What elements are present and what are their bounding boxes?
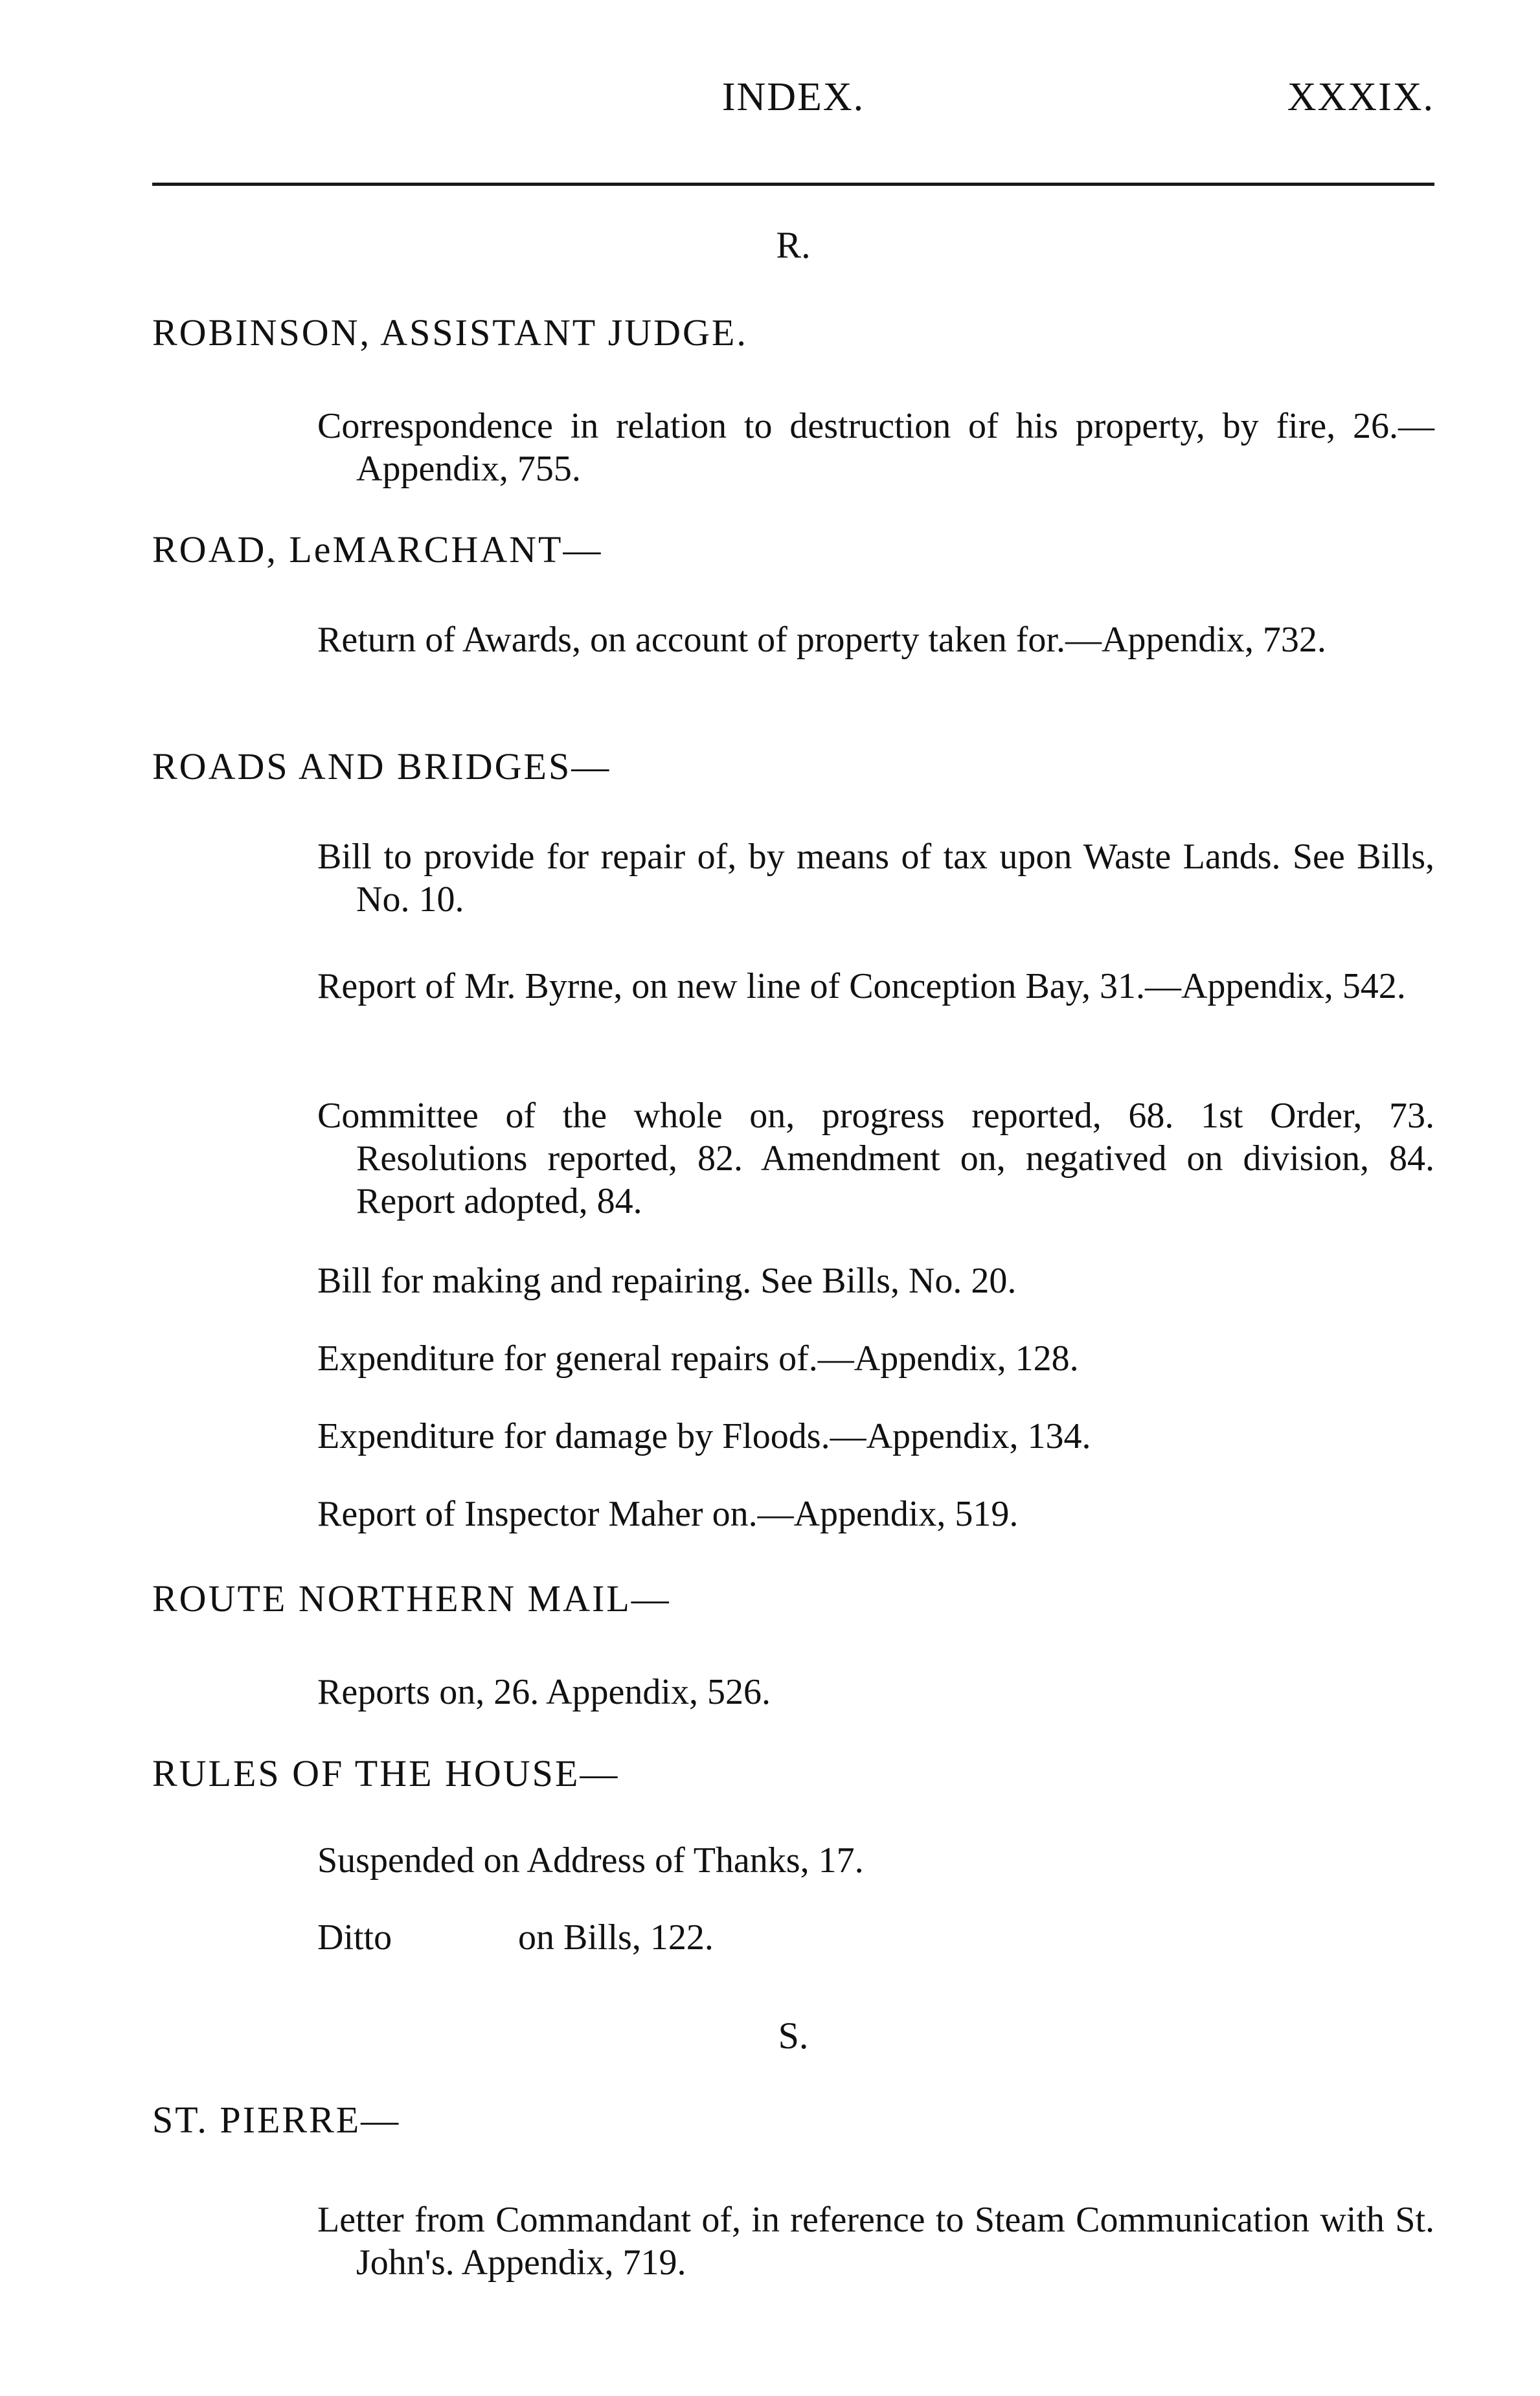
page-header [152,74,1434,139]
entry-roads-bridges-4: Bill for making and repairing. See Bills, No. 20. [317,1261,1017,1301]
entry-st-pierre-1: Letter from Commandant of, in reference to Steam Communication with St. John's. Appendix, 719. [317,2200,1434,2283]
page-title: INDEX. [721,75,865,119]
section-letter-s: S. [778,2015,809,2057]
section-letter-r: R. [776,224,811,266]
entry-roads-bridges-5: Expenditure for general repairs of.—Appendix, 128. [317,1339,1079,1379]
ditto-text: on Bills, 122. [518,1917,714,1958]
entry-robinson-1: Correspondence in relation to destruction of his property, by fire, 26.—Appendix, 755. [317,406,1434,489]
entry-roads-bridges-2: Report of Mr. Byrne, on new line of Conception Bay, 31.—Appendix, 542. [317,966,1406,1006]
entry-roads-bridges-7: Report of Inspector Maher on.—Appendix, 519. [317,1494,1019,1534]
page-number: XXXIX. [1287,75,1434,119]
entry-road-lemarchant-1: Return of Awards, on account of property taken for.—Appendix, 732. [317,620,1326,660]
heading-st-pierre: ST. PIERRE— [152,2099,401,2141]
heading-route-mail: ROUTE NORTHERN MAIL— [152,1577,671,1620]
heading-road-lemarchant: ROAD, LeMARCHANT— [152,528,603,571]
heading-roads-bridges: ROADS AND BRIDGES— [152,745,611,787]
entry-rules-house-ditto [317,1917,714,1958]
header-rule [152,183,1434,186]
entry-roads-bridges-3: Committee of the whole on, progress reported, 68. 1st Order, 73. Resolutions reported, 82. Amendment on, negatived on division, 84. Report adopted, 84. [317,1096,1434,1221]
entry-rules-house-1: Suspended on Address of Thanks, 17. [317,1840,864,1881]
entry-route-mail-1: Reports on, 26. Appendix, 526. [317,1672,771,1712]
heading-rules-house: RULES OF THE HOUSE— [152,1752,620,1794]
heading-robinson: ROBINSON, ASSISTANT JUDGE. [152,311,748,354]
entry-roads-bridges-6: Expenditure for damage by Floods.—Appendix, 134. [317,1416,1091,1456]
ditto-mark: Ditto [317,1917,392,1958]
entry-roads-bridges-1: Bill to provide for repair of, by means of tax upon Waste Lands. See Bills, No. 10. [317,837,1434,920]
